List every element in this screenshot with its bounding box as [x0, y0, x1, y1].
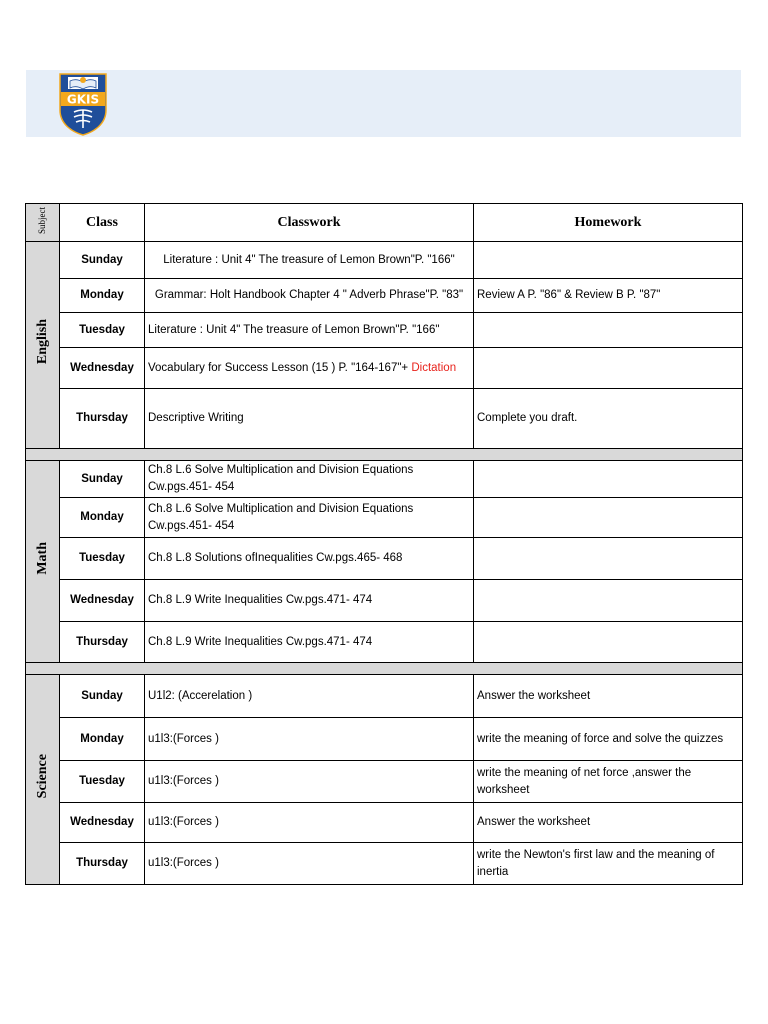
classwork-cell: Ch.8 L.9 Write Inequalities Cw.pgs.471- 474 — [145, 580, 474, 622]
homework-cell — [474, 761, 743, 803]
homework-cell — [474, 538, 743, 580]
section-separator — [26, 663, 743, 675]
homework-line: worksheet — [477, 783, 530, 796]
classwork-cell: Ch.8 L.8 Solutions ofInequalities Cw.pgs.465- 468 — [145, 538, 474, 580]
homework-cell: Complete you draft. — [474, 389, 743, 449]
day-cell: Thursday — [60, 389, 145, 449]
classwork-cell: Descriptive Writing — [145, 389, 474, 449]
classwork-cell: u1l3:(Forces ) — [145, 718, 474, 761]
homework-cell: Answer the worksheet — [474, 803, 743, 843]
dictation-highlight: Dictation — [411, 361, 457, 374]
classwork-text: Vocabulary for Success Lesson (15 ) P. "164-167"+ — [148, 361, 412, 374]
subject-cell-english: English — [26, 242, 60, 449]
table-row — [26, 580, 743, 622]
table-row — [26, 313, 743, 348]
classwork-cell: Literature : Unit 4" The treasure of Lemon Brown"P. "166" — [145, 313, 474, 348]
classwork-cell: u1l3:(Forces ) — [145, 761, 474, 803]
subject-cell-science: Science — [26, 675, 60, 885]
classwork-cell — [145, 461, 474, 498]
table-row — [26, 675, 743, 718]
day-cell: Thursday — [60, 622, 145, 663]
day-cell: Wednesday — [60, 580, 145, 622]
homework-line: write the meaning of net force ,answer the — [477, 766, 692, 779]
day-cell: Tuesday — [60, 538, 145, 580]
table-row — [26, 622, 743, 663]
section-separator — [26, 449, 743, 461]
table-row — [26, 242, 743, 279]
table-row — [26, 803, 743, 843]
day-cell: Monday — [60, 718, 145, 761]
day-cell: Tuesday — [60, 761, 145, 803]
homework-cell: write the meaning of force and solve the quizzes — [474, 718, 743, 761]
school-logo — [56, 72, 110, 136]
subject-cell-math: Math — [26, 461, 60, 663]
classwork-line: Ch.8 L.6 Solve Multiplication and Division Equations — [148, 502, 414, 515]
homework-column-header: Homework — [474, 204, 743, 242]
classwork-cell — [145, 348, 474, 389]
table-row — [26, 348, 743, 389]
homework-cell — [474, 580, 743, 622]
table-row — [26, 279, 743, 313]
day-cell: Monday — [60, 279, 145, 313]
homework-cell: Review A P. "86" & Review B P. "87" — [474, 279, 743, 313]
day-cell: Tuesday — [60, 313, 145, 348]
table-row — [26, 389, 743, 449]
day-cell: Sunday — [60, 242, 145, 279]
day-cell: Sunday — [60, 461, 145, 498]
classwork-cell: U1l2: (Accerelation ) — [145, 675, 474, 718]
day-cell: Wednesday — [60, 803, 145, 843]
table-row — [26, 761, 743, 803]
classwork-cell: u1l3:(Forces ) — [145, 803, 474, 843]
subject-column-header: Subject — [26, 204, 60, 242]
homework-cell — [474, 843, 743, 885]
table-row — [26, 843, 743, 885]
classwork-cell — [145, 498, 474, 538]
classwork-column-header: Classwork — [145, 204, 474, 242]
table-row — [26, 718, 743, 761]
homework-cell: Answer the worksheet — [474, 675, 743, 718]
day-cell: Sunday — [60, 675, 145, 718]
day-cell: Thursday — [60, 843, 145, 885]
classwork-cell: u1l3:(Forces ) — [145, 843, 474, 885]
homework-cell — [474, 348, 743, 389]
logo-text: GKIS — [66, 92, 100, 107]
classwork-line: Cw.pgs.451- 454 — [148, 481, 235, 493]
homework-line: inertia — [477, 865, 509, 878]
homework-cell — [474, 461, 743, 498]
classwork-cell: Literature : Unit 4" The treasure of Lemon Brown"P. "166" — [145, 242, 474, 279]
header-banner — [26, 70, 741, 137]
table-row — [26, 461, 743, 498]
day-cell: Wednesday — [60, 348, 145, 389]
homework-cell — [474, 498, 743, 538]
homework-line: write the Newton's first law and the meaning of — [477, 848, 715, 861]
table-row — [26, 538, 743, 580]
table-row — [26, 498, 743, 538]
table-header-row — [26, 204, 743, 242]
classwork-line: Cw.pgs.451- 454 — [148, 519, 235, 532]
day-cell: Monday — [60, 498, 145, 538]
homework-cell — [474, 313, 743, 348]
classwork-cell: Ch.8 L.9 Write Inequalities Cw.pgs.471- 474 — [145, 622, 474, 663]
class-column-header: Class — [60, 204, 145, 242]
weekly-plan-table — [25, 203, 743, 885]
homework-cell — [474, 622, 743, 663]
classwork-line: Ch.8 L.6 Solve Multiplication and Division Equations — [148, 464, 414, 476]
classwork-cell: Grammar: Holt Handbook Chapter 4 " Adverb Phrase"P. "83" — [145, 279, 474, 313]
homework-cell — [474, 242, 743, 279]
